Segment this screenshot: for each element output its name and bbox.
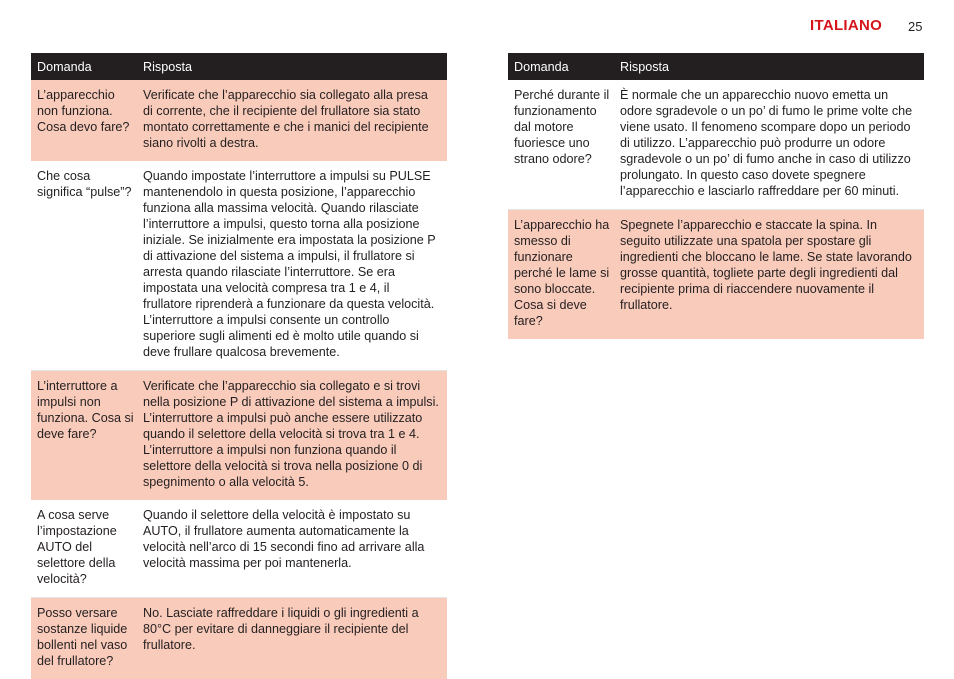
faq-answer: Spegnete l’apparecchio e staccate la spina. In seguito utilizzate una spatola per spostare gli ingredienti che bloccano le lame. Se state lavorando grosse quantità, togliete parte degli ingredienti dal recipiente prima di riaccendere nuovamente il frullatore. bbox=[614, 210, 924, 340]
faq-answer: Quando il selettore della velocità è impostato su AUTO, il frullatore aumenta automaticamente la velocità nell’arco di 15 secondi fino ad arrivare alla velocità massima per poi mantenerla. bbox=[137, 500, 447, 598]
column-header-answer: Risposta bbox=[614, 53, 924, 80]
faq-question: Che cosa significa “pulse”? bbox=[31, 161, 137, 371]
column-header-answer: Risposta bbox=[137, 53, 447, 80]
faq-answer: Verificate che l’apparecchio sia collegato e si trovi nella posizione P di attivazione del sistema a impulsi. L’interruttore a impulsi può anche essere utilizzato quando il selettore della velocità si trova tra 1 e 4. L’interruttore a impulsi non funziona quando il selettore della velocità si trova nella posizione 0 di spegnimento o alla velocità 5. bbox=[137, 371, 447, 501]
faq-question: L’apparecchio non funziona. Cosa devo fare? bbox=[31, 80, 137, 161]
faq-table-left bbox=[31, 53, 447, 679]
faq-row bbox=[31, 371, 447, 501]
page-number: 25 bbox=[908, 19, 922, 34]
faq-question: Perché durante il funzionamento dal motore fuoriesce uno strano odore? bbox=[508, 80, 614, 210]
faq-row bbox=[31, 80, 447, 161]
faq-answer: È normale che un apparecchio nuovo emetta un odore sgradevole o un po’ di fumo le prime volte che viene usato. Il fenomeno scompare dopo un periodo di utilizzo. L’apparecchio può produrre un odore sgradevole o un po’ di fumo anche in caso di utilizzo prolungato. In questo caso dovete spegnere l’apparecchio e lasciarlo raffreddare per 60 minuti. bbox=[614, 80, 924, 210]
faq-question: L’apparecchio ha smesso di funzionare perché le lame si sono bloccate. Cosa si deve fare? bbox=[508, 210, 614, 340]
faq-row bbox=[508, 80, 924, 210]
faq-answer: No. Lasciate raffreddare i liquidi o gli ingredienti a 80°C per evitare di danneggiare il recipiente del frullatore. bbox=[137, 598, 447, 679]
column-header-question: Domanda bbox=[31, 53, 137, 80]
faq-row bbox=[31, 161, 447, 371]
faq-row bbox=[31, 598, 447, 679]
faq-answer: Quando impostate l’interruttore a impulsi su PULSE mantenendolo in questa posizione, l’apparecchio funziona alla massima velocità. Quando rilasciate l’interruttore a impulsi, questo torna alla posizione iniziale. Se inizialmente era impostata la posizione P di attivazione del sistema a impulsi, il frullatore si arresta quando rilasciate l’interruttore. Se era impostata una velocità compresa tra 1 e 4, il frullatore riprenderà a funzionare da questa velocità. L’interruttore a impulsi consente un controllo superiore sugli alimenti ed è molto utile quando si deve frullare qualcosa brevemente. bbox=[137, 161, 447, 371]
column-header-question: Domanda bbox=[508, 53, 614, 80]
faq-table-right bbox=[508, 53, 924, 339]
faq-row bbox=[508, 210, 924, 340]
faq-answer: Verificate che l’apparecchio sia collegato alla presa di corrente, che il recipiente del frullatore sia stato montato correttamente e che i manici del recipiente siano rivolti a destra. bbox=[137, 80, 447, 161]
faq-question: A cosa serve l’impostazione AUTO del selettore della velocità? bbox=[31, 500, 137, 598]
faq-question: Posso versare sostanze liquide bollenti nel vaso del frullatore? bbox=[31, 598, 137, 679]
faq-table-header bbox=[508, 53, 924, 80]
faq-table-header bbox=[31, 53, 447, 80]
faq-question: L’interruttore a impulsi non funziona. Cosa si deve fare? bbox=[31, 371, 137, 501]
section-language-label: ITALIANO bbox=[810, 17, 882, 34]
faq-row bbox=[31, 500, 447, 598]
